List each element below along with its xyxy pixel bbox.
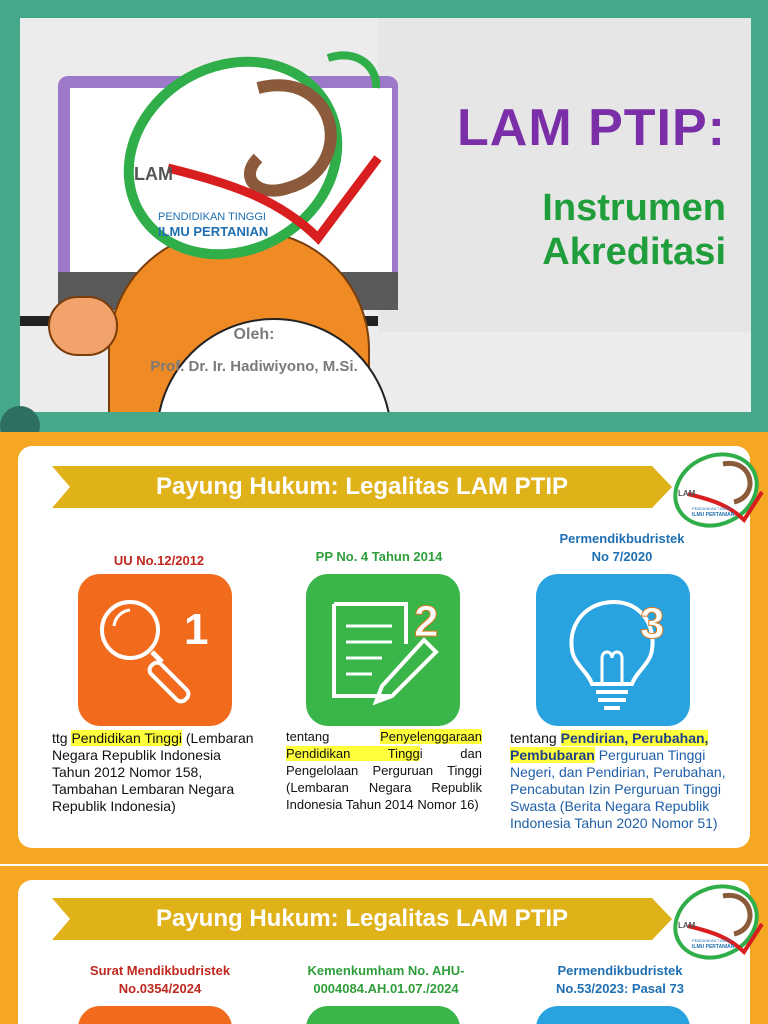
law-3-heading-line-2: No 7/2020: [591, 549, 653, 564]
slide3-banner-title: Payung Hukum: Legalitas LAM PTIP: [155, 905, 569, 932]
law-1-desc-rest: (Lembaran Negara Republik Indonesia Tahun 2012 Nomor 158, Tambahan Lembaran Negara Republik Indonesia): [52, 730, 254, 814]
small-logo-lam-text: LAM: [678, 489, 696, 498]
law-3-desc-highlight: Pendirian, Perubahan, Pembubaran: [510, 730, 709, 763]
law-2-heading: PP No. 4 Tahun 2014: [286, 548, 472, 566]
magnifier-icon: [78, 574, 232, 726]
small-logo-line2: ILMU PERTANIAN: [692, 512, 735, 518]
page-title: LAM PTIP:: [457, 99, 726, 157]
law-3-heading: [528, 530, 716, 566]
law-4-heading-line-2: No.0354/2024: [118, 981, 202, 996]
author-name: Prof. Dr. Ir. Hadiwiyono, M.Si.: [150, 358, 358, 375]
law-4-heading-line-1: Surat Mendikbudristek: [89, 963, 231, 978]
person-arm: [48, 296, 118, 356]
law-2-number: 2: [414, 597, 439, 646]
subtitle-line-2: Akreditasi: [542, 231, 726, 273]
small-logo-line1: PENDIDIKAN TINGGI: [692, 506, 732, 511]
law-1-desc-prefix: ttg: [52, 730, 72, 746]
slide2-banner-title: Payung Hukum: Legalitas LAM PTIP: [155, 473, 569, 500]
law-6-tile[interactable]: [536, 1006, 690, 1024]
lightbulb-icon: [536, 574, 690, 726]
law-3-number: 3: [640, 599, 665, 648]
document-pen-icon: [306, 574, 460, 726]
small-logo-2-line1: PENDIDIKAN TINGGI: [692, 938, 732, 943]
law-3-description: [510, 730, 746, 832]
law-1-heading: UU No.12/2012: [64, 552, 254, 570]
small-logo-2-line2: ILMU PERTANIAN: [692, 944, 735, 950]
law-2-desc-prefix: tentang: [286, 729, 381, 744]
law-5-heading: [286, 962, 486, 998]
title-panel: [378, 18, 751, 332]
law-2-desc-highlight: Penyelenggaraan Pendidikan Tingg: [286, 729, 482, 761]
lam-ptip-logo-large: [108, 48, 398, 278]
law-1-description: [52, 730, 262, 815]
law-1-desc-highlight: Pendidikan Tinggi: [71, 730, 182, 746]
logo-line1: PENDIDIKAN TINGGI: [158, 211, 266, 223]
slide-title[interactable]: [0, 0, 768, 432]
page-subtitle: [380, 186, 726, 274]
law-6-heading: [526, 962, 714, 998]
slide-legal-basis-2[interactable]: [0, 866, 768, 1024]
law-1-number: 1: [184, 605, 209, 654]
law-4-heading: [64, 962, 256, 998]
law-3-heading-line-1: Permendikbudristek: [559, 531, 685, 546]
law-3-desc-prefix: tentang: [510, 730, 561, 746]
law-5-heading-line-1: Kemenkumham No. AHU-: [307, 963, 465, 978]
law-4-tile[interactable]: [78, 1006, 232, 1024]
law-2-description: [286, 728, 482, 813]
law-5-heading-line-2: 0004084.AH.01.07./2024: [313, 981, 459, 996]
law-6-heading-line-2: No.53/2023: Pasal 73: [556, 981, 684, 996]
lam-ptip-logo-small-2: [668, 878, 764, 960]
small-logo-2-lam-text: LAM: [678, 921, 696, 930]
law-2-desc-rest: i dan Pengelolaan Perguruan Tinggi (Lembaran Negara Republik Indonesia Tahun 2014 Nomor 16): [286, 746, 482, 812]
law-6-heading-line-1: Permendikbudristek: [557, 963, 683, 978]
law-3-desc-rest: Perguruan Tinggi Negeri, dan Pendirian, Perubahan, Pencabutan Izin Perguruan Tinggi Swasta (Berita Negara Republik Indonesia Tahun 2020 Nomor 51): [510, 747, 726, 831]
lam-ptip-logo-small: [668, 446, 764, 528]
law-2-tile[interactable]: [306, 574, 460, 726]
logo-line2: ILMU PERTANIAN: [158, 224, 269, 239]
law-5-tile[interactable]: [306, 1006, 460, 1024]
law-1-tile[interactable]: [78, 574, 232, 726]
law-3-tile[interactable]: [536, 574, 690, 726]
logo-lam-text: LAM: [134, 164, 173, 184]
subtitle-line-1: Instrumen: [542, 187, 726, 229]
by-label: Oleh:: [233, 326, 275, 343]
